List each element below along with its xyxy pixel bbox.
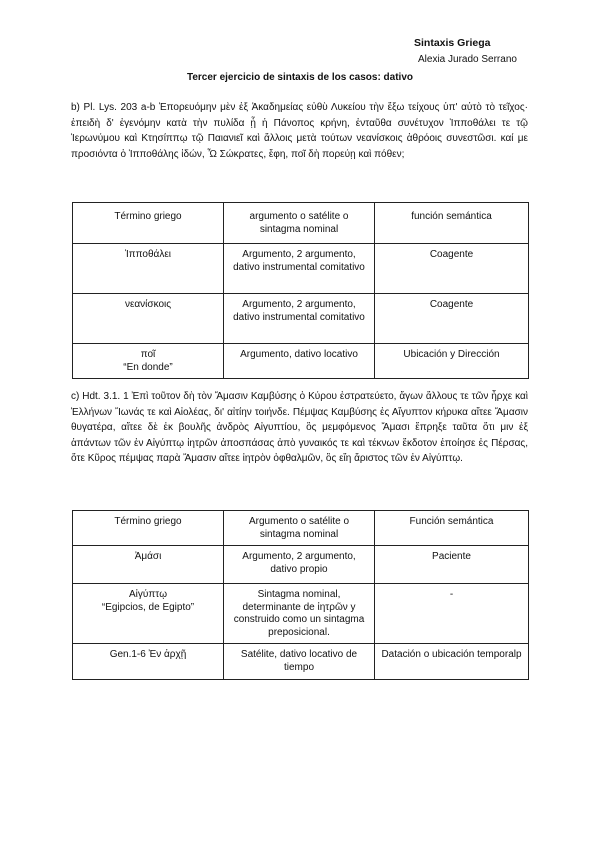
section-c-paragraph: c) Hdt. 3.1. 1 Ἐπὶ τοῦτον δὴ τὸν Ἄμασιν Καμβύσης ὁ Κύρου ἐστρατεύετο, ἄγων ἄλλους τε τῶν ἦρχε καὶ Ἑλλήνων Ἴωνάς τε καὶ Αἰολέας, δι' αἰτίην τοιήνδε. Πέμψας Καμβύσης ἐς Αἴγυπτον κήρυκα αἴτεε Ἄμασιν θυγατέρα, αἴτεε δὲ ἐκ βουλῆς ἀνδρὸς Αἰγυπτίου, ὃς μεμφόμενος Ἄμασι ἔπρηξε ταῦτα ὅτι μιν ἐξ ἁπάντων τῶν ἐν Αἰγύπτῳ ἰητρῶν ἀποσπάσας ἀπὸ γυναικός τε καὶ τέκνων ἔκδοτον ἐποίησε ἐς Πέρσας, ὅτε Κῦρος πέμψας παρὰ Ἄμασιν αἴτεε ἰητρὸν ὀφθαλμῶν, ὃς εἴη ἄριστος τῶν ἐν Αἰγύπτῳ. [71, 391, 528, 465]
table-row [73, 584, 529, 644]
argument-cell: Sintagma nominal, determinante de ἰητρῶν y construido como un sintagma preposicional. [224, 584, 375, 644]
function-cell: Paciente [375, 546, 529, 584]
section-b-paragraph: b) Pl. Lys. 203 a-b Ἐπορευόμην μὲν ἐξ Ἀκαδημείας εὐθὺ Λυκείου τὴν ἔξω τείχους ὑπ' αὐτὸ τὸ τεῖχος· ἐπειδὴ δ' ἐγενόμην κατὰ τὴν πυλίδα ᾗ ἡ Πάνοπος κρήνη, ἐνταῦθα συνέτυχον Ἱπποθάλει τε τῷ Ἱερωνύμου καὶ Κτησίππῳ τῷ Παιανιεῖ καὶ ἄλλοις μετὰ τούτων νεανίσκοις ἁθρόοις συνεστῶσι. καί με προσιόντα ὁ Ἱπποθάλης ἰδών, Ὦ Σώκρατες, ἔφη, ποῖ δὴ πορεύῃ καὶ πόθεν; [71, 102, 528, 160]
term-cell: Ἀμάσι [73, 546, 224, 584]
table-header-row [73, 511, 529, 546]
term-word: Αἰγύπτῳ [128, 589, 168, 600]
table-row [73, 546, 529, 584]
section-b-table [72, 202, 529, 379]
table-row [73, 344, 529, 379]
header-cell-term: Término griego [73, 511, 224, 546]
function-cell: Datación o ubicación temporalp [375, 644, 529, 680]
function-cell: - [375, 584, 529, 644]
header-cell-argument: argumento o satélite o sintagma nominal [224, 203, 375, 244]
document-title: Tercer ejercicio de sintaxis de los casos: dativo [186, 72, 414, 83]
argument-cell: Argumento, 2 argumento, dativo propio [224, 546, 375, 584]
table-row [73, 294, 529, 344]
term-cell [73, 344, 224, 379]
header-cell-term: Término griego [73, 203, 224, 244]
header-cell-argument: Argumento o satélite o sintagma nominal [224, 511, 375, 546]
table-row [73, 644, 529, 680]
function-cell: Ubicación y Dirección [375, 344, 529, 379]
header-cell-function: Función semántica [375, 511, 529, 546]
author-name: Alexia Jurado Serrano [418, 54, 517, 65]
term-gloss: “En donde” [123, 361, 173, 373]
function-cell: Coagente [375, 294, 529, 344]
term-cell: Ἱπποθάλει [73, 244, 224, 294]
section-c-table [72, 510, 529, 680]
argument-cell: Satélite, dativo locativo de tiempo [224, 644, 375, 680]
term-gloss: “Egipcios, de Egipto” [101, 601, 195, 613]
argument-cell: Argumento, 2 argumento, dativo instrumental comitativo [224, 244, 375, 294]
argument-cell: Argumento, 2 argumento, dativo instrumental comitativo [224, 294, 375, 344]
term-cell [73, 584, 224, 644]
table-header-row [73, 203, 529, 244]
header-cell-function: función semántica [375, 203, 529, 244]
argument-cell: Argumento, dativo locativo [224, 344, 375, 379]
term-cell: νεανίσκοις [73, 294, 224, 344]
term-word: ποῖ [140, 349, 156, 360]
table-row [73, 244, 529, 294]
function-cell: Coagente [375, 244, 529, 294]
term-cell: Gen.1-6 Ἐν ἀρχῇ [73, 644, 224, 680]
course-title: Sintaxis Griega [414, 37, 491, 49]
